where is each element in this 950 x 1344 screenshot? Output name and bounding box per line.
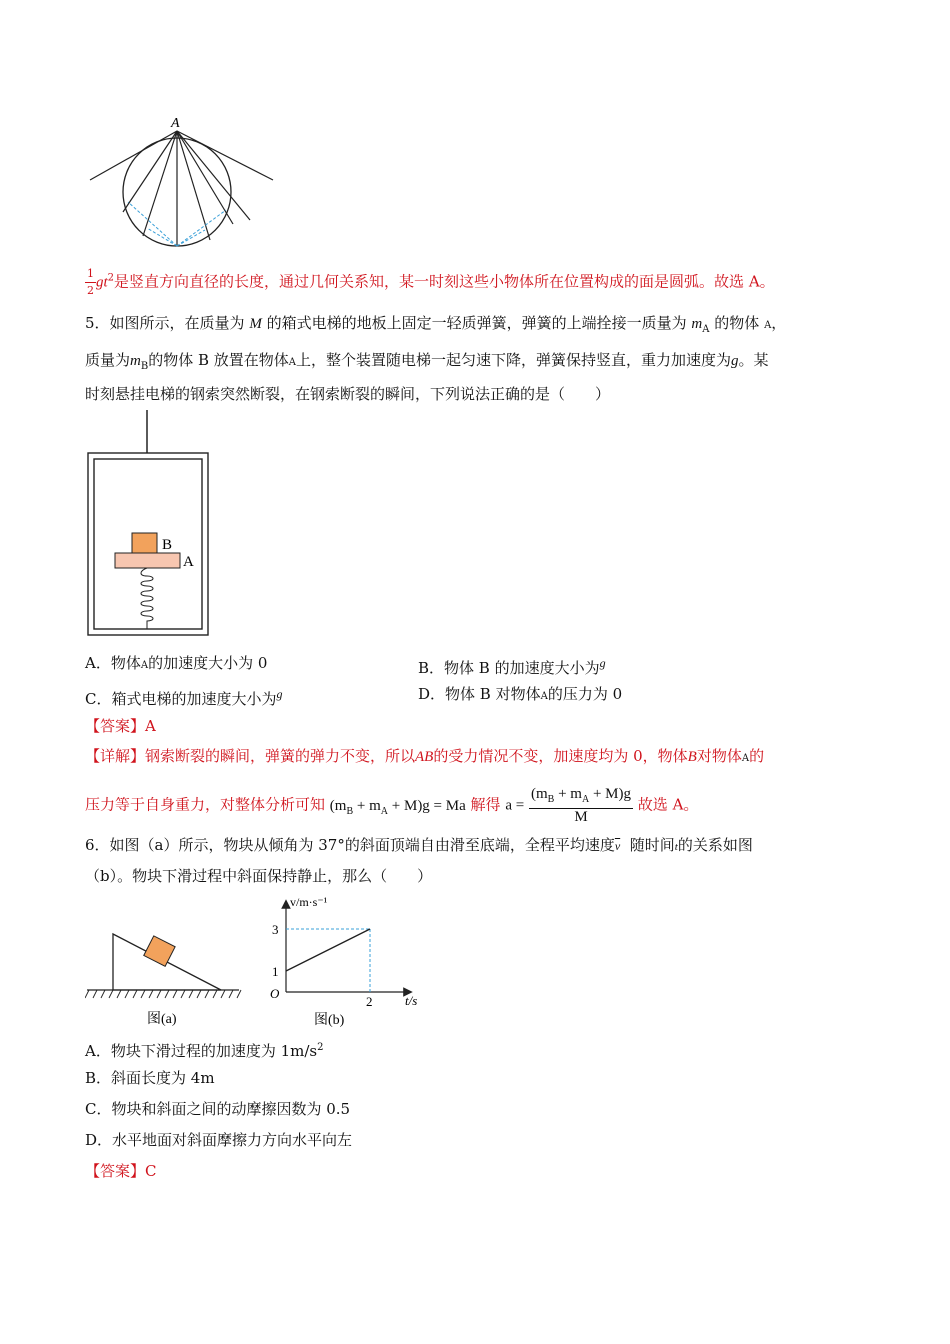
q6-line-2: （b）。物块下滑过程中斜面保持静止，那么（ ）	[85, 867, 433, 885]
q5-option-a: A．物体A的加速度大小为 0	[85, 654, 268, 672]
q5-answer: 【答案】A	[85, 717, 156, 735]
prev-answer-tail: $\frac{1}{2}$ $gt^2$是竖直方向直径的长度，通过几何关系知，某一时刻这些小物体所在位置构成的面是圆弧。故选 A。	[87, 267, 775, 297]
chords-circle-figure	[85, 112, 285, 252]
velocity-time-chart	[260, 892, 435, 1032]
incline-figure	[85, 926, 245, 1031]
q6-line-1: 6．如图（a）所示，物块从倾角为 37°的斜面顶端自由滑至底端，全程平均速度$\overline{v}$ 随时间t的关系如图	[85, 836, 753, 854]
fig-label-b: B	[162, 537, 173, 553]
fig-b-caption: 图(b)	[314, 1013, 345, 1028]
q5-option-d: D．物体 B 对物体A的压力为 0	[418, 685, 623, 703]
origin-label: O	[270, 986, 280, 1001]
elevator-figure	[85, 410, 215, 640]
x-axis-label: t/s	[405, 993, 418, 1008]
half-fraction: $\frac{1}{2}$	[87, 267, 94, 297]
q5-option-c: C．箱式电梯的加速度大小为$^g$	[85, 687, 283, 708]
q5-line-1: 5．如图所示，在质量为 M 的箱式电梯的地板上固定一轻质弹簧，弹簧的上端拴接一质量为 $m_A$ 的物体 A，	[85, 314, 787, 335]
y-axis-label: v/m·s⁻¹	[290, 895, 328, 909]
fig-label-a: A	[183, 554, 194, 570]
x-tick-label-0: 2	[366, 994, 373, 1009]
q6-option-a: A．物块下滑过程的加速度为 $1m/s^2$	[85, 1042, 324, 1060]
acceleration-fraction: $\frac{(m_B + m_A + M)g}{M}$	[531, 786, 632, 825]
q6-answer: 【答案】C	[85, 1162, 157, 1180]
q5-line-3: 时刻悬挂电梯的钢索突然断裂，在钢索断裂的瞬间，下列说法正确的是（ ）	[85, 385, 611, 403]
equation-newton: $(m_B + m_A + M)g = Ma$	[329, 797, 466, 817]
series-line	[286, 929, 370, 971]
y-tick-label-1: 3	[272, 922, 279, 937]
q6-option-c: C．物块和斜面之间的动摩擦因数为 0.5	[85, 1100, 351, 1118]
q6-option-d: D．水平地面对斜面摩擦力方向水平向左	[85, 1131, 353, 1149]
q5-option-b: B．物体 B 的加速度大小为$^g$	[418, 656, 606, 677]
q6-option-b: B．斜面长度为 4m	[85, 1069, 215, 1087]
q5-detail-line-1: 【详解】钢索断裂的瞬间，弹簧的弹力不变，所以AB的受力情况不变，加速度均为 0，物体B对物体A的	[85, 747, 765, 765]
q5-detail-line-2: 压力等于自身重力，对整体分析可知 $(m_B + m_A + M)g = Ma$ 解得 a = $\frac{(m_B + m_A + M)g}{M}$ 故选 A。	[85, 786, 699, 825]
q5-line-2: 质量为$m_B$的物体 B 放置在物体A上，整个装置随电梯一起匀速下降，弹簧保持竖直，重力加速度为g。某	[85, 351, 769, 372]
y-tick-label-0: 1	[272, 964, 279, 979]
fig-top-label-a: A	[171, 116, 180, 131]
fig-a-caption: 图(a)	[147, 1012, 177, 1027]
